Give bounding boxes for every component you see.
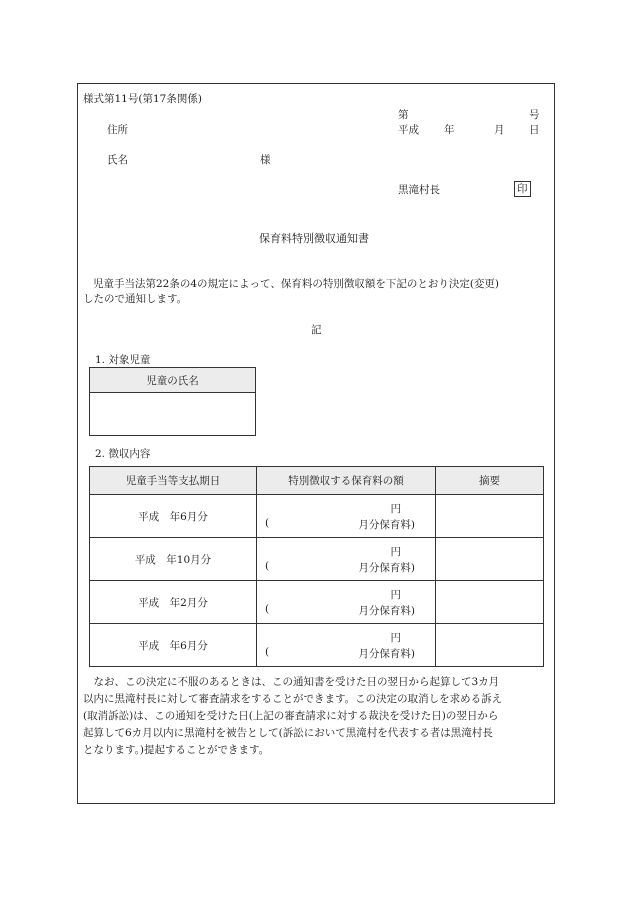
paren-open: ( — [265, 603, 270, 615]
yen-unit: 円 — [390, 503, 401, 515]
seal-text: 印 — [514, 181, 531, 197]
table-row — [90, 624, 544, 667]
name-label: 氏名 — [107, 154, 128, 166]
col-remarks: 摘要 — [436, 467, 544, 495]
due-date-cell: 平成 年6月分 — [90, 624, 257, 667]
remarks-cell — [436, 495, 544, 538]
due-date-cell: 平成 年10月分 — [90, 538, 257, 581]
amount-cell — [257, 581, 436, 624]
seal-mark — [514, 181, 531, 197]
remarks-cell — [436, 624, 544, 667]
paren-open: ( — [265, 646, 270, 658]
date-year-unit: 年 — [444, 124, 455, 136]
collection-table — [89, 466, 544, 667]
ki-label: 記 — [311, 324, 322, 336]
month-fee-label: 月分保育料) — [358, 562, 415, 574]
notice-line-3: (取消訴訟)は、この通知を受けた日(上記の審査請求に対する裁決を受けた日)の翌日から — [83, 710, 499, 722]
table-row — [90, 538, 544, 581]
yen-unit: 円 — [390, 632, 401, 644]
honorific: 様 — [260, 154, 271, 166]
amount-cell — [257, 538, 436, 581]
notice-line-2: 以内に黒滝村長に対して審査請求をすることができます。この決定の取消しを求める訴え — [83, 693, 503, 705]
notice-line-1: なお、この決定に不服のあるときは、この通知書を受けた日の翌日から起算して3カ月 — [83, 676, 500, 688]
form-number: 様式第11号(第17条関係) — [83, 93, 202, 105]
document-title: 保育料特別徴収通知書 — [259, 232, 369, 245]
yen-unit: 円 — [390, 589, 401, 601]
due-date-cell: 平成 年6月分 — [90, 495, 257, 538]
date-month-unit: 月 — [494, 124, 505, 136]
notice-line-5: となります。)提起することができます。 — [83, 744, 270, 756]
intro-line-1: 児童手当法第22条の4の規定によって、保育料の特別徴収額を下記のとおり決定(変更) — [93, 278, 500, 290]
paren-open: ( — [265, 517, 270, 529]
month-fee-label: 月分保育料) — [358, 648, 415, 660]
table-row — [90, 581, 544, 624]
date-day-unit: 日 — [529, 124, 540, 136]
remarks-cell — [436, 581, 544, 624]
remarks-cell — [436, 538, 544, 581]
sender-title: 黒滝村長 — [398, 184, 440, 196]
child-name-header: 児童の氏名 — [90, 368, 256, 393]
doc-number-suffix: 号 — [529, 109, 540, 121]
table-row — [90, 495, 544, 538]
amount-cell — [257, 495, 436, 538]
section-1-heading: 1. 対象児童 — [95, 354, 151, 366]
section-2-heading: 2. 徴収内容 — [95, 448, 151, 460]
col-due-date: 児童手当等支払期日 — [90, 467, 257, 495]
due-date-cell: 平成 年2月分 — [90, 581, 257, 624]
col-amount: 特別徴収する保育料の額 — [257, 467, 436, 495]
target-child-table — [89, 367, 256, 436]
month-fee-label: 月分保育料) — [358, 605, 415, 617]
address-label: 住所 — [107, 124, 128, 136]
child-name-cell — [90, 393, 256, 436]
month-fee-label: 月分保育料) — [358, 519, 415, 531]
paren-open: ( — [265, 560, 270, 572]
yen-unit: 円 — [390, 546, 401, 558]
amount-cell — [257, 624, 436, 667]
intro-line-2: したので通知します。 — [83, 293, 188, 305]
date-era: 平成 — [398, 124, 419, 136]
doc-number-prefix: 第 — [398, 109, 409, 121]
notice-line-4: 起算して6カ月以内に黒滝村を被告として(訴訟において黒滝村を代表する者は黒滝村長 — [83, 727, 493, 739]
